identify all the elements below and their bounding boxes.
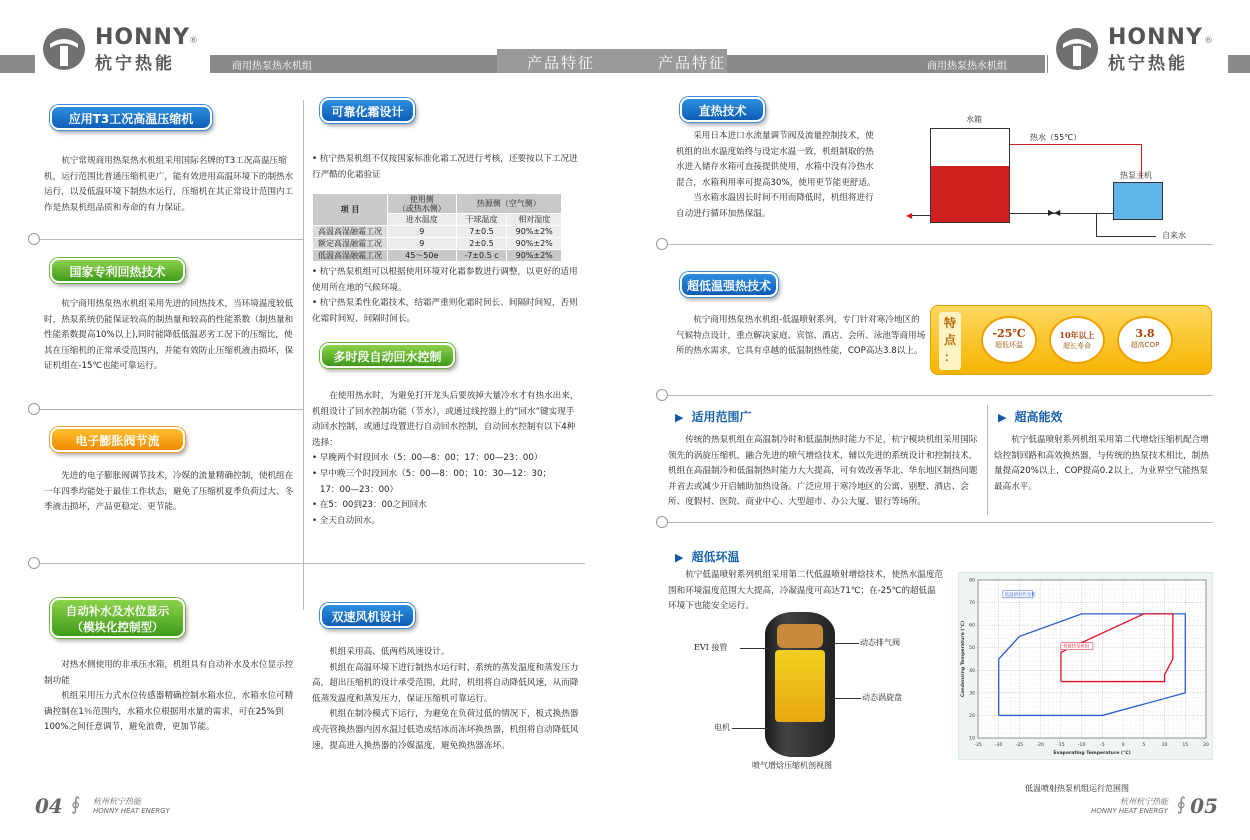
table-cell: 2±0.5	[456, 238, 507, 250]
feed-pipe	[1010, 213, 1113, 214]
triangle-icon: ▶	[675, 411, 684, 424]
divider-node	[656, 238, 668, 250]
efficiency-body	[994, 433, 1214, 495]
tank-label: 水箱	[966, 115, 982, 124]
efficiency-text: 杭宁低温喷射系列机组采用第二代增焓压缩机配合增焓控制回路和高效换热器，与传统的热泵技术相比，制热量提高20%以上，COP提高0.2以上，为业界空气能热泵最高水平。	[994, 435, 1209, 492]
footer-left	[35, 794, 215, 824]
table-cell: 高温高湿融霜工况	[313, 226, 388, 238]
auto-refill-body	[44, 658, 296, 736]
logo-mark-icon	[41, 26, 87, 72]
divider-node	[656, 516, 668, 528]
x-tick-label: 5	[1142, 743, 1146, 748]
t3-compressor-body	[44, 154, 296, 216]
legend-label: 普通热泵机组	[1062, 644, 1090, 650]
x-tick-label: 15	[1182, 743, 1189, 748]
patent-heat-text: 杭宁商用热泵热水机组采用先进的回热技术，当环境温度较低时，热泵系统仍能保证较高的制热量和较高的性能系数（制热量和性能系数提高10%以上),同时能降低低温恶劣工况下的压缩比，使其在压缩机的正常承受范围内，并能有效防止压缩机液击损坏，保证机组在-15℃也能可靠运行。	[44, 299, 294, 372]
return-option: • 在5：00到23：00之间回水	[312, 500, 427, 511]
x-tick-label: -15	[1057, 743, 1065, 748]
table-sub-rh: 相对湿度	[507, 214, 562, 226]
footer-left-en: HONNY HEAT ENERGY	[93, 807, 170, 815]
low-temp-text: 杭宁商用热泵热水机组-低温喷射系列，专门针对寒冷地区的气候特点设计，重点解决家庭、宾馆、酒店、会所、泳池等商用场所的热水需求，它具有卓越的低温制热性能，COP高达3.8以上。	[676, 315, 926, 357]
left-column-divider	[303, 100, 304, 610]
chart-title: 低温喷射热泵机组运行范围图	[1025, 784, 1129, 793]
x-tick-label: 20	[1203, 743, 1209, 748]
brand-name-en: HONNY	[1108, 25, 1203, 50]
leader-line	[732, 728, 768, 729]
label-evi: EVI 接管	[694, 643, 728, 652]
triangle-icon: ▶	[675, 551, 684, 564]
low-temp-body	[676, 313, 926, 360]
return-option: 17：00—23：00）	[320, 484, 399, 495]
divider-node	[28, 557, 40, 569]
direct-heat-title: 直热技术	[680, 97, 765, 122]
scope-heading	[675, 408, 751, 425]
return-option: • 全天自动回水。	[312, 515, 380, 526]
tap-pipe	[1096, 213, 1097, 237]
compressor-body	[765, 612, 835, 757]
table-row	[313, 238, 562, 250]
y-tick-label: 20	[969, 713, 975, 719]
x-tick-label: -5	[1100, 743, 1105, 748]
hot-water-label: 热水（55℃）	[1030, 133, 1082, 142]
table-head-item: 项 目	[313, 194, 388, 226]
label-exhaust: 动态排气阀	[860, 638, 900, 647]
auto-refill-p1: 对热水侧使用的非承压水箱，机组具有自动补水及水位显示控制功能	[44, 660, 294, 686]
table-head-use	[388, 194, 457, 214]
scope-text: 传统的热泵机组在高温制冷时和低温制热时能力不足，杭宁模块机组采用国际领先的涡旋压缩机，融合先进的喷气增焓技术，辅以先进的系统设计和控制技术，机组在高温制冷和低温制热时能力大大提高，可有效改善华北、华东地区制热问题并省去或减少开启辅助加热设备。广泛应用于寒冷地区的公寓、别墅、酒店、会所、度假村、医院、商业中心、大型超市、办公大厦、银行等场所。	[668, 435, 978, 508]
expansion-valve-text: 先进的电子膨胀阀调节技术，冷媒的流量精确控制，使机组在一年四季均能处于最佳工作状态，避免了压缩机夏季负荷过大、冬季液击损坏，产品更稳定、更节能。	[44, 471, 294, 513]
direct-heat-p1: 采用日本进口水流量调节阀及流量控制技术，使机组的出水温度始终与设定水温一致，机组制取的热水进入储存水箱可直接提供使用，水箱中没有冷热水混合，水箱利用率可提高30%，使用更节能更舒适。	[676, 131, 876, 188]
feature-badge-value: 3.8	[1135, 327, 1155, 340]
table-sub-dry: 干球温度	[456, 214, 507, 226]
defrost-p2: • 杭宁热泵机组可以根据使用环境对化霜参数进行调整，以更好的适用使用所在地的气候环境。	[312, 267, 578, 293]
page-number-left: 04	[35, 794, 63, 818]
return-water-body	[312, 389, 580, 529]
table-cell: -7±0.5 c	[456, 250, 507, 262]
feature-badge-caption: 超长寿命	[1063, 342, 1091, 350]
divider-node	[28, 403, 40, 415]
defrost-table	[312, 193, 562, 262]
scope-title: 适用范围广	[691, 410, 752, 424]
x-tick-label: 0	[1121, 743, 1125, 748]
defrost-intro: • 杭宁热泵机组不仅按国家标准化霜工况进行考核，还要按以下工况进行严酷的化霜验证	[312, 154, 578, 180]
table-cell: 45～50e	[388, 250, 457, 262]
heat-pump-label: 热泵主机	[1120, 171, 1152, 180]
dual-fan-body	[312, 645, 580, 754]
tap-water-label: 自来水	[1162, 231, 1186, 240]
header-left-subtitle: 商用热泵热水机组	[232, 61, 312, 72]
table-row	[313, 250, 562, 262]
x-tick-label: -30	[994, 743, 1003, 748]
feature-badge-value: -25℃	[992, 327, 1026, 340]
auto-refill-p2: 机组采用压力式水位传感器精确控制水箱水位，水箱水位可精确控制在1％范围内，水箱水位根据用水量的需求，可在25%到100%之间任意调节，避免浪费，更加节能。	[44, 691, 294, 733]
defrost-notes	[312, 265, 580, 327]
t3-compressor-title: 应用T3工况高温压缩机	[50, 105, 212, 130]
compressor-figure	[680, 612, 950, 772]
expansion-valve-body	[44, 469, 296, 516]
feature-badge-caption: 超高COP	[1130, 341, 1160, 349]
direct-heat-diagram	[900, 110, 1210, 240]
brand-name-en: HONNY	[95, 25, 190, 50]
feature-label-3: ：	[943, 350, 956, 364]
table-head-use-1: 使用侧	[409, 194, 434, 204]
table-cell: 90%±2%	[507, 226, 562, 238]
defrost-title: 可靠化霜设计	[320, 98, 415, 123]
table-cell: 9	[388, 238, 457, 250]
footer-right	[1060, 794, 1220, 824]
footer-left-cn: 杭州杭宁热能	[93, 797, 141, 806]
hot-water-pipe	[1010, 144, 1142, 145]
divider-line	[668, 522, 1213, 523]
t3-compressor-text: 杭宁常规商用热泵热水机组采用国际名牌的T3工况高温压缩机，运行范围比普通压缩机更广，能有效进用高温环境下的制热水运行，以及低温环境下制热水运行，压缩机在其正常设计范围内工作是热泵机组品质和寿命的有力保证。	[44, 156, 294, 213]
x-tick-label: -35	[974, 743, 982, 748]
water-tank	[930, 128, 1010, 223]
feature-badge	[1049, 316, 1105, 364]
direct-heat-p2: 当水箱水温因长时间不用而降低时，机组将进行自动进行循环加热保温。	[676, 193, 874, 219]
header-right-divider	[1045, 55, 1047, 73]
y-tick-label: 70	[969, 601, 975, 607]
return-option: • 早中晚三个时段回水（5：00—8：00；10：30—12：30；	[312, 468, 552, 479]
feature-badge	[981, 316, 1037, 364]
leader-line	[832, 643, 859, 644]
compressor-caption: 喷气增焓压缩机剖视图	[752, 761, 832, 770]
low-temp-title: 超低温强热技术	[680, 272, 778, 297]
right-column-divider	[987, 405, 988, 515]
ultra-low-heading	[675, 548, 739, 565]
logo-mark-icon	[1054, 26, 1100, 72]
feature-label-1: 特	[943, 316, 956, 330]
leader-line	[740, 648, 768, 649]
dual-fan-p1: 机组采用高、低两档风速设计。	[329, 647, 450, 657]
table-head-use-2: （或热水侧）	[397, 203, 446, 213]
patent-heat-body	[44, 297, 296, 375]
table-sub-inlet: 进水温度	[388, 214, 457, 226]
operating-range-chart	[958, 572, 1213, 760]
efficiency-title: 超高能效	[1014, 410, 1063, 424]
x-tick-label: -10	[1077, 743, 1086, 748]
table-cell: 额定高湿融霜工况	[313, 238, 388, 250]
divider-line	[668, 244, 1213, 245]
heat-pump-unit	[1113, 182, 1163, 220]
feature-label	[939, 312, 961, 370]
feature-badge-value: 10年以上	[1059, 330, 1095, 340]
dual-fan-title: 双速风机设计	[320, 603, 415, 628]
feature-badge	[1117, 316, 1173, 364]
brand-reg-mark: ®	[1204, 36, 1213, 46]
x-axis-label: Evaporating Temperature (℃)	[1053, 751, 1131, 756]
feature-label-2: 点	[943, 333, 956, 347]
expansion-valve-title: 电子膨胀阀节流	[50, 427, 185, 452]
auto-refill-title-line2: （模块化控制型）	[71, 620, 164, 634]
x-tick-label: -20	[1036, 743, 1044, 748]
table-cell: 90%±2%	[507, 238, 562, 250]
efficiency-heading	[998, 408, 1062, 425]
table-cell: 低温高湿融霜工况	[313, 250, 388, 262]
brand-name-cn: 杭宁热能	[95, 54, 175, 74]
y-tick-label: 80	[969, 578, 975, 584]
defrost-p3: • 杭宁热泵柔性化霜技术，结霜严重则化霜时间长、间隔时间短，否则化霜时间短、间隔时间长。	[312, 298, 578, 324]
brand-logo-left	[35, 24, 210, 74]
dual-fan-p3: 机组在制冷模式下运行，为避免在负荷过低的情况下，板式换热器或壳管换热器内因水温过低造成结冰而冻坏换热器，机组将自动降低风速，提高进入换热器的冷媒温度，避免换热器冻坏。	[312, 709, 579, 751]
page-number-right: 05	[1190, 794, 1218, 818]
ultra-low-body	[668, 568, 944, 615]
patent-heat-title: 国家专利回热技术	[50, 258, 185, 283]
y-tick-label: 50	[969, 646, 975, 652]
return-pipe	[910, 215, 930, 216]
return-pipe-arrow: ◀	[906, 211, 913, 220]
feature-badge-caption: 超低环温	[995, 341, 1023, 349]
feature-panel	[930, 305, 1212, 375]
footer-right-en: HONNY HEAT ENERGY	[1091, 807, 1168, 815]
valve-icon: ▶◀	[1048, 208, 1061, 217]
return-water-p1: 在使用热水时，为避免打开龙头后要放掉大量冷水才有热水出来，机组设计了回水控制功能（节水），或通过线控器上的“回水”键实现手动回水控制，或通过设置进行自动回水控制，自动回水控制有以下4种选择：	[312, 391, 579, 448]
header-right-title: 产品特征	[658, 54, 727, 72]
plot-area	[978, 580, 1206, 738]
label-scroll: 动态涡旋盘	[862, 693, 902, 702]
dual-fan-p2: 机组在高温环境下进行制热水运行时，系统的蒸发温度和蒸发压力高，超出压缩机的设计承受范围，此时，机组将自动降低风速，从而降低蒸发温度和蒸发压力，保证压缩机可靠运行。	[312, 662, 579, 704]
return-water-title: 多时段自动回水控制	[320, 343, 455, 368]
divider-line	[40, 563, 585, 564]
label-motor: 电机	[714, 723, 730, 732]
return-option: • 早晚两个时段回水（5：00—8：00；17：00—23：00）	[312, 453, 543, 464]
header-right-subtitle: 商用热泵热水机组	[927, 61, 1007, 72]
tap-pipe	[1096, 236, 1156, 237]
table-cell: 7±0.5	[456, 226, 507, 238]
scope-body	[668, 433, 978, 511]
table-row	[313, 226, 562, 238]
y-axis-label: Condensing Temperature (℃)	[961, 620, 966, 698]
x-tick-label: -25	[1015, 743, 1024, 748]
divider-line	[40, 239, 303, 240]
ultra-low-title: 超低环温	[691, 550, 740, 564]
triangle-icon: ▶	[998, 411, 1007, 424]
table-cell: 9	[388, 226, 457, 238]
legend-label: 低温喷射热泵机	[1004, 592, 1036, 598]
divider-line	[668, 395, 1213, 396]
divider-line	[40, 409, 303, 410]
leader-line	[832, 698, 861, 699]
y-tick-label: 60	[969, 623, 975, 629]
y-tick-label: 40	[969, 668, 975, 674]
x-tick-label: 10	[1161, 743, 1168, 748]
compressor-core	[775, 650, 825, 722]
header-left-title: 产品特征	[527, 54, 596, 72]
ultra-low-text: 杭宁低温喷射系列机组采用第二代低温喷射增焓技术，使热水温度范围和环境温度范围大大提高，冷凝温度可高达71℃；在-25℃的超低温环境下也能安全运行。	[668, 570, 944, 612]
table-cell: 90%±2%	[507, 250, 562, 262]
footer-swirl-icon: ∮	[1176, 794, 1186, 815]
auto-refill-title	[50, 598, 185, 638]
compressor-scroll	[777, 624, 823, 648]
brand-name-cn: 杭宁热能	[1108, 54, 1188, 74]
divider-node	[28, 233, 40, 245]
table-head-source: 热源侧（空气侧）	[456, 194, 561, 214]
brand-logo-right	[1048, 24, 1228, 74]
footer-right-cn: 杭州杭宁热能	[1120, 797, 1168, 806]
auto-refill-title-line1: 自动补水及水位显示	[65, 604, 170, 618]
divider-node	[656, 389, 668, 401]
footer-swirl-icon: ∮	[71, 794, 81, 815]
y-tick-label: 10	[969, 736, 975, 742]
brand-reg-mark: ®	[189, 36, 198, 46]
direct-heat-body	[676, 129, 882, 223]
y-tick-label: 30	[969, 691, 975, 697]
